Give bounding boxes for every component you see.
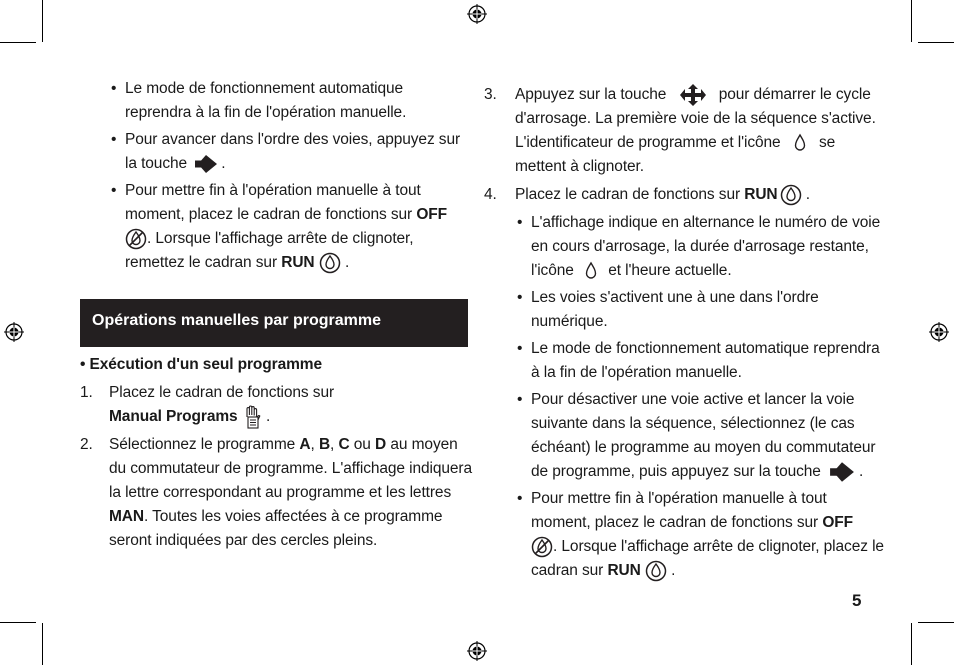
- bullet-text: Les voies s'activent une à une dans l'ordre numérique.: [531, 289, 819, 331]
- section-header: [80, 299, 468, 347]
- run-drop-icon: [780, 184, 802, 206]
- step-text: pour démarrer le cycle d'arrosage. La première voie de la séquence s'active. L'identificateur de programme et l'icône: [515, 86, 876, 152]
- step-item: [80, 381, 472, 429]
- hand-icon: [242, 405, 262, 429]
- bullet-text: .: [859, 463, 864, 481]
- step-text: Placez le cadran de fonctions sur: [515, 186, 741, 204]
- right-column: [484, 83, 884, 586]
- bullet-text: .: [221, 155, 226, 172]
- bold-term: MAN: [109, 508, 144, 526]
- bullet-text: et l'heure actuelle.: [608, 262, 732, 280]
- left-column: [80, 77, 472, 278]
- bold-term: RUN: [744, 186, 778, 204]
- step-text: Placez le cadran de fonctions sur: [109, 384, 335, 401]
- bullet-text: Pour mettre fin à l'opération manuelle à tout moment, placez le cadran de fonctions sur: [125, 182, 421, 223]
- step-text: Sélectionnez le programme: [109, 436, 296, 454]
- crop-mark: [918, 622, 954, 623]
- bullet-text: L'affichage indique en alternance le numéro de voie en cours d'arrosage, la durée d'arrosage restante, l'icône: [531, 214, 881, 280]
- step-item: [80, 433, 472, 553]
- list-item: [517, 286, 884, 334]
- step-text: se mettent à clignoter.: [515, 134, 836, 176]
- crop-mark: [911, 623, 912, 665]
- registration-mark-icon: [467, 4, 487, 24]
- step-number: 4.: [484, 186, 497, 204]
- crop-mark: [911, 0, 912, 42]
- list-item: [517, 211, 884, 283]
- step-text: ou: [353, 436, 371, 454]
- crop-mark: [918, 42, 954, 43]
- crop-mark: [42, 0, 43, 42]
- program-letter: C: [338, 436, 350, 454]
- step-item: [484, 83, 884, 179]
- step-item: [484, 183, 884, 207]
- list-item: [517, 487, 884, 583]
- run-drop-icon: [319, 252, 341, 274]
- left-column-steps: [80, 353, 472, 557]
- bullet-text: . Lorsque l'affichage arrête de clignoter, placez le cadran sur: [531, 538, 884, 580]
- step-number: 2.: [80, 436, 93, 454]
- step-text: . Toutes les voies affectées à ce programme seront indiquées par des cercles pleins.: [109, 508, 443, 550]
- arrow-right-icon: [829, 461, 855, 483]
- program-letter: B: [318, 436, 331, 454]
- bold-term: OFF: [416, 206, 448, 223]
- program-letter: D: [375, 436, 387, 454]
- crop-mark: [0, 622, 36, 623]
- step-text: .: [805, 186, 810, 204]
- page-number: 5: [852, 591, 862, 610]
- bullet-text: Le mode de fonctionnement automatique reprendra à la fin de l'opération manuelle.: [125, 80, 407, 121]
- separator: ,: [310, 436, 315, 454]
- water-drop-icon: [793, 133, 807, 153]
- list-item: [111, 179, 472, 275]
- step-text: .: [266, 408, 271, 426]
- subheading: • Exécution d'un seul programme: [80, 356, 323, 373]
- registration-mark-icon: [929, 322, 949, 342]
- list-item: [111, 128, 472, 176]
- bullet-text: Pour désactiver une voie active et lancer la voie suivante dans la séquence, sélectionnez (le cas échéant) le programme au moyen du commutateur de programme, puis appuyez sur la touche: [531, 391, 876, 481]
- bold-term: OFF: [822, 514, 854, 532]
- bullet-text: .: [671, 562, 676, 580]
- separator: ,: [330, 436, 335, 454]
- arrow-right-icon: [194, 154, 218, 174]
- bold-term: Manual Programs: [109, 408, 238, 426]
- run-drop-icon: [645, 560, 667, 582]
- bullet-text: Pour mettre fin à l'opération manuelle à tout moment, placez le cadran de fonctions sur: [531, 490, 827, 532]
- list-item: [111, 77, 472, 125]
- water-drop-icon: [584, 261, 598, 281]
- off-drop-icon: [125, 228, 147, 250]
- crop-mark: [42, 623, 43, 665]
- registration-mark-icon: [4, 322, 24, 342]
- off-drop-icon: [531, 536, 553, 558]
- bullet-text: .: [344, 254, 350, 271]
- bold-term: RUN: [607, 562, 641, 580]
- step-text: Appuyez sur la touche: [515, 86, 667, 104]
- list-item: [517, 388, 884, 484]
- section-header-title: Opérations manuelles par programme: [92, 312, 381, 329]
- program-letter: A: [299, 436, 311, 454]
- step-text: au moyen du commutateur de programme. L'affichage indiquera la lettre correspondant au programme et les lettres: [109, 436, 472, 502]
- step-number: 3.: [484, 86, 497, 103]
- bullet-text: Le mode de fonctionnement automatique reprendra à la fin de l'opération manuelle.: [531, 340, 880, 382]
- list-item: [517, 337, 884, 385]
- bullet-text: . Lorsque l'affichage arrête de clignoter, remettez le cadran sur: [125, 230, 414, 271]
- bullet-text: Pour avancer dans l'ordre des voies, appuyez sur la touche: [125, 131, 461, 172]
- bold-term: RUN: [281, 254, 315, 271]
- step-number: 1.: [80, 384, 93, 401]
- registration-mark-icon: [467, 641, 487, 661]
- arrow-cross-icon: [679, 83, 707, 107]
- crop-mark: [0, 42, 36, 43]
